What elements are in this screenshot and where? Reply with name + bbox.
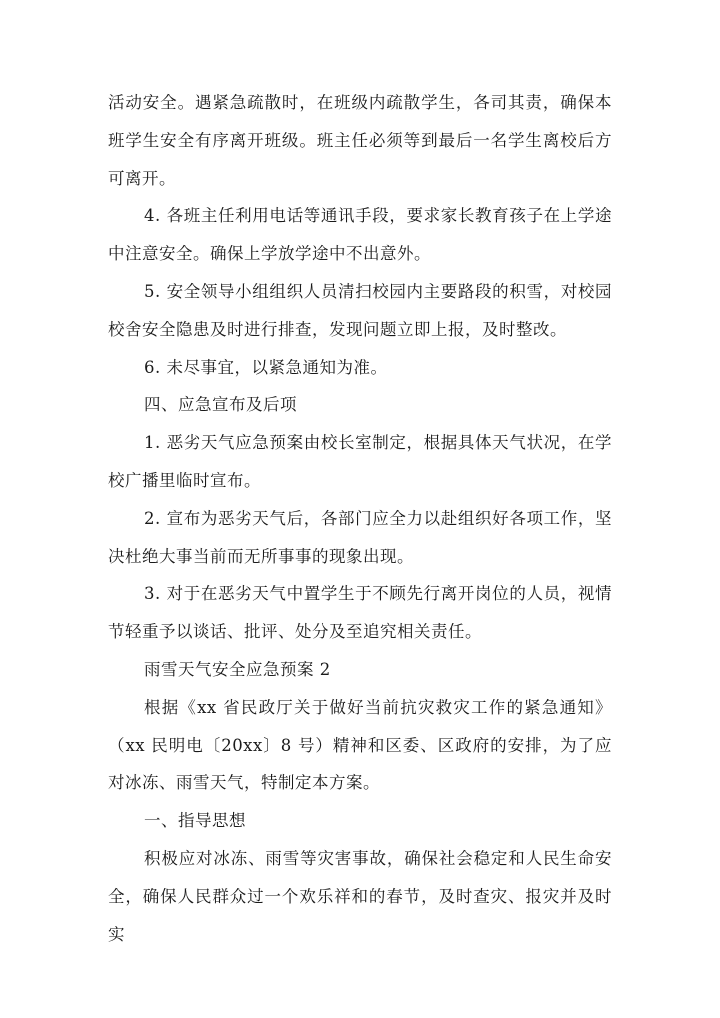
paragraph-announce-3: 3. 对于在恶劣天气中置学生于不顾先行离开岗位的人员，视情节轻重予以谈话、批评、处分及至追究相关责任。 (108, 584, 612, 642)
section-heading-1: 一、指导思想 (144, 811, 246, 831)
paragraph-item-4: 4. 各班主任利用电话等通讯手段，要求家长教育孩子在上学途中注意安全。确保上学放学途中不出意外。 (108, 206, 612, 264)
paragraph-guiding-idea: 积极应对冰冻、雨雪等灾害事故，确保社会稳定和人民生命安全，确保人民群众过一个欢乐祥和的春节，及时查灾、报灾并及时实 (108, 848, 612, 944)
paragraph-item-6: 6. 未尽事宜，以紧急通知为准。 (144, 357, 388, 377)
paragraph-item-5: 5. 安全领导小组组织人员清扫校园内主要路段的积雪，对校园校舍安全隐患及时进行排查，发现问题立即上报，及时整改。 (108, 281, 612, 339)
document-subtitle: 雨雪天气安全应急预案 2 (144, 659, 331, 679)
paragraph-basis: 根据《xx 省民政厅关于做好当前抗灾救灾工作的紧急通知》（xx 民明电〔20xx〕8 号）精神和区委、区政府的安排，为了应对冰冻、雨雪天气，特制定本方案。 (108, 697, 612, 793)
paragraph-announce-1: 1. 恶劣天气应急预案由校长室制定，根据具体天气状况，在学校广播里临时宣布。 (108, 433, 612, 490)
paragraph-announce-2: 2. 宣布为恶劣天气后，各部门应全力以赴组织好各项工作，坚决杜绝大事当前而无所事事的现象出现。 (108, 508, 612, 566)
document-body (108, 84, 612, 953)
paragraph-continuation: 活动安全。遇紧急疏散时，在班级内疏散学生，各司其责，确保本班学生安全有序离开班级。班主任必须等到最后一名学生离校后方可离开。 (108, 93, 612, 188)
section-heading-4: 四、应急宣布及后项 (144, 395, 297, 415)
